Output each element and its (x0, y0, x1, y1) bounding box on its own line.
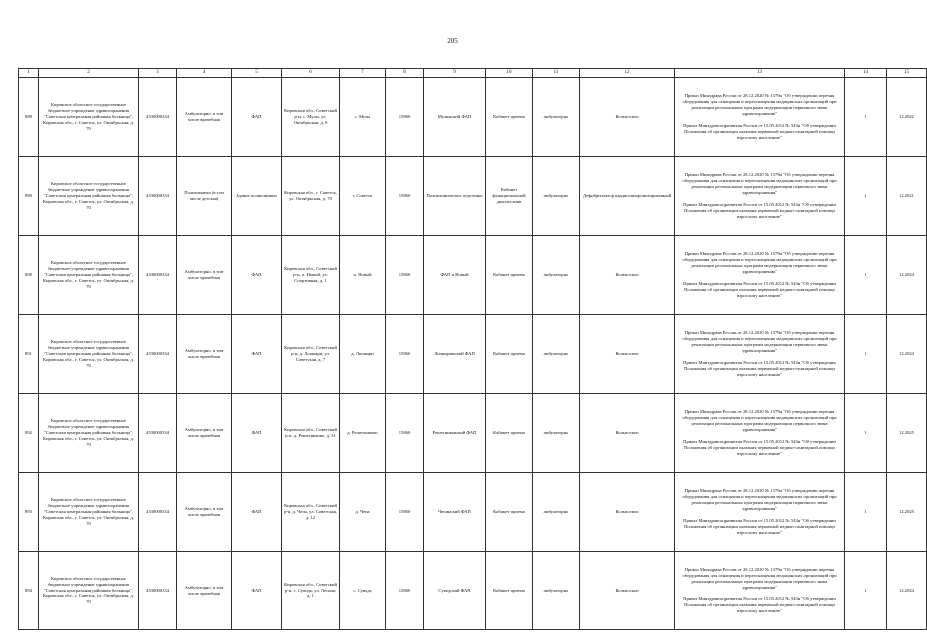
locality-cell: д. Лошкари (340, 315, 386, 394)
column-header: 9 (424, 69, 486, 78)
regulation-order-2: Приказ Минздравсоцразвития России от 15.05.2012 № 543н "Об утверждении Положения об организации оказания первичной медико-санитарной помощи взрослому населению" (683, 359, 836, 377)
care-condition-cell: Амбулаторно, в том числе врачебная (177, 78, 232, 157)
organization-cell: Кировское областное государственное бюджетное учреждение здравоохранения "Советская центральная районная больница", Кировская обл., г. Советск, ул. Октябрьская, д. 70 (39, 552, 139, 630)
column-header: 3 (139, 69, 177, 78)
condition-cell: амбулаторно (533, 394, 580, 473)
table-row (19, 315, 927, 394)
facility-type-cell: ФАП (232, 394, 282, 473)
date-cell: 12.2024 (887, 315, 927, 394)
locality-cell: д. Чепа (340, 473, 386, 552)
quantity-cell: 1 (845, 552, 887, 630)
condition-cell: амбулаторно (533, 473, 580, 552)
facility-type-cell: Здание поликлиники (232, 157, 282, 236)
regulation-order-1: Приказ Минздрава России от 28.12.2020 № 1379н "Об утверждении перечня оборудования для оснащения и переоснащения медицинских организаций при реализации региональных программ модернизации первичного звена здравоохранения" (682, 251, 837, 275)
room-cell: Кабинет приема (486, 394, 533, 473)
table-row (19, 236, 927, 315)
organization-cell: Кировское областное государственное бюджетное учреждение здравоохранения "Советская центральная районная больница", Кировская обл., г. Советск, ул. Октябрьская, д. 70 (39, 315, 139, 394)
table-row (19, 552, 927, 630)
care-condition-cell: Амбулаторно, в том числе врачебная (177, 552, 232, 630)
column-header: 15 (887, 69, 927, 78)
regulation-order-2: Приказ Минздравсоцразвития России от 15.05.2012 № 543н "Об утверждении Положения об организации оказания первичной медико-санитарной помощи взрослому населению" (683, 280, 836, 298)
row-number-cell: 891 (19, 315, 39, 394)
unit-name-cell: Поликлиническое отделение (424, 157, 486, 236)
code-cell: 15860 (386, 394, 424, 473)
regulation-order-1: Приказ Минздрава России от 28.12.2020 № 1379н "Об утверждении перечня оборудования для оснащения и переоснащения медицинских организаций при реализации региональных программ модернизации первичного звена здравоохранения" (682, 488, 837, 512)
column-header: 1 (19, 69, 39, 78)
date-cell: 12.2025 (887, 394, 927, 473)
condition-cell: амбулаторно (533, 78, 580, 157)
unit-name-cell: Чепинский ФАП (424, 473, 486, 552)
quantity-cell: 1 (845, 315, 887, 394)
header-row (19, 69, 927, 78)
room-cell: Кабинет приема (486, 473, 533, 552)
regulation-order-1: Приказ Минздрава России от 28.12.2020 № 1379н "Об утверждении перечня оборудования для оснащения и переоснащения медицинских организаций при реализации региональных программ модернизации первичного звена здравоохранения" (682, 330, 837, 354)
care-condition-cell: Амбулаторно, в том числе врачебная (177, 394, 232, 473)
regulation-order-1: Приказ Минздрава России от 28.12.2020 № 1379н "Об утверждении перечня оборудования для оснащения и переоснащения медицинских организаций при реализации региональных программ модернизации первичного звена здравоохранения" (682, 172, 837, 196)
code-cell: 15860 (386, 315, 424, 394)
column-header: 14 (845, 69, 887, 78)
unit-name-cell: Суводский ФАП (424, 552, 486, 630)
table-row (19, 157, 927, 236)
condition-cell: амбулаторно (533, 236, 580, 315)
facility-type-cell: ФАП (232, 552, 282, 630)
code-cell: 15860 (386, 236, 424, 315)
room-cell: Кабинет приема (486, 315, 533, 394)
row-number-cell: 893 (19, 473, 39, 552)
inn-cell: 4330000334 (139, 78, 177, 157)
equipment-cell: Кольпоскоп (580, 78, 675, 157)
care-condition-cell: Амбулаторно, в том числе врачебная (177, 236, 232, 315)
date-cell: 12.2024 (887, 236, 927, 315)
quantity-cell: 1 (845, 473, 887, 552)
quantity-cell: 1 (845, 394, 887, 473)
regulation-order-2: Приказ Минздравсоцразвития России от 15.05.2012 № 543н "Об утверждении Положения об организации оказания первичной медико-санитарной помощи взрослому населению" (683, 596, 836, 614)
unit-name-cell: ФАП п.Новый (424, 236, 486, 315)
regulation-order-1: Приказ Минздрава России от 28.12.2020 № 1379н "Об утверждении перечня оборудования для оснащения и переоснащения медицинских организаций при реализации региональных программ модернизации первичного звена здравоохранения" (682, 409, 837, 433)
column-header: 2 (39, 69, 139, 78)
room-cell: Кабинет приема (486, 78, 533, 157)
regulation-cell (675, 157, 845, 236)
unit-name-cell: Мулинский ФАП (424, 78, 486, 157)
inn-cell: 4330000334 (139, 473, 177, 552)
room-cell: Кабинет функциональной диагностики (486, 157, 533, 236)
unit-name-cell: Решетниковский ФАП (424, 394, 486, 473)
condition-cell: амбулаторно (533, 552, 580, 630)
address-cell: Кировская обл., Советский р-н, д. Чепа, ул. Советская, д. 12 (282, 473, 340, 552)
regulation-cell (675, 552, 845, 630)
row-number-cell: 894 (19, 552, 39, 630)
care-condition-cell: Поликлиника (в том числе детская) (177, 157, 232, 236)
regulation-cell (675, 394, 845, 473)
inn-cell: 4330000334 (139, 552, 177, 630)
equipment-table (18, 68, 927, 630)
column-header: 7 (340, 69, 386, 78)
condition-cell: амбулаторно (533, 315, 580, 394)
equipment-cell: Кольпоскоп (580, 552, 675, 630)
organization-cell: Кировское областное государственное бюджетное учреждение здравоохранения "Советская центральная районная больница", Кировская обл., г. Советск, ул. Октябрьская, д. 70 (39, 394, 139, 473)
facility-type-cell: ФАП (232, 236, 282, 315)
equipment-cell: Кольпоскоп (580, 315, 675, 394)
address-cell: Кировская обл., г. Советск, ул. Октябрьская, д. 70 (282, 157, 340, 236)
column-header: 12 (580, 69, 675, 78)
row-number-cell: 892 (19, 394, 39, 473)
address-cell: Кировская обл., Советский р-н, д. Лошкари, ул. Советская, д. 7 (282, 315, 340, 394)
locality-cell: п. Новый (340, 236, 386, 315)
equipment-cell: Дефибриллятор кардиосинхронизированный (580, 157, 675, 236)
equipment-cell: Кольпоскоп (580, 236, 675, 315)
quantity-cell: 1 (845, 236, 887, 315)
date-cell: 12.2022 (887, 78, 927, 157)
regulation-order-1: Приказ Минздрава России от 28.12.2020 № 1379н "Об утверждении перечня оборудования для оснащения и переоснащения медицинских организаций при реализации региональных программ модернизации первичного звена здравоохранения" (682, 566, 837, 590)
organization-cell: Кировское областное государственное бюджетное учреждение здравоохранения "Советская центральная районная больница", Кировская обл., г. Советск, ул. Октябрьская, д. 70 (39, 473, 139, 552)
address-cell: Кировская обл., Советский р-н, с. Суводь, ул. Лесная, д. 1 (282, 552, 340, 630)
regulation-order-2: Приказ Минздравсоцразвития России от 15.05.2012 № 543н "Об утверждении Положения об организации оказания первичной медико-санитарной помощи взрослому населению" (683, 438, 836, 456)
column-header: 8 (386, 69, 424, 78)
inn-cell: 4330000334 (139, 394, 177, 473)
code-cell: 15860 (386, 473, 424, 552)
organization-cell: Кировское областное государственное бюджетное учреждение здравоохранения "Советская центральная районная больница", Кировская обл., г. Советск, ул. Октябрьская, д. 70 (39, 236, 139, 315)
equipment-cell: Кольпоскоп (580, 473, 675, 552)
regulation-order-2: Приказ Минздравсоцразвития России от 15.05.2012 № 543н "Об утверждении Положения об организации оказания первичной медико-санитарной помощи взрослому населению" (683, 201, 836, 219)
regulation-order-1: Приказ Минздрава России от 28.12.2020 № 1379н "Об утверждении перечня оборудования для оснащения и переоснащения медицинских организаций при реализации региональных программ модернизации первичного звена здравоохранения" (682, 93, 837, 117)
equipment-cell: Кольпоскоп (580, 394, 675, 473)
page-number: 205 (447, 37, 458, 45)
locality-cell: д. Решетниково (340, 394, 386, 473)
table-row (19, 394, 927, 473)
quantity-cell: 1 (845, 157, 887, 236)
column-header: 6 (282, 69, 340, 78)
inn-cell: 4330000334 (139, 157, 177, 236)
code-cell: 15860 (386, 157, 424, 236)
table-body (19, 78, 927, 630)
inn-cell: 4330000334 (139, 315, 177, 394)
column-header: 5 (232, 69, 282, 78)
row-number-cell: 889 (19, 157, 39, 236)
locality-cell: с. Мулы (340, 78, 386, 157)
facility-type-cell: ФАП (232, 473, 282, 552)
locality-cell: с. Суводь (340, 552, 386, 630)
care-condition-cell: Амбулаторно, в том числе врачебная (177, 315, 232, 394)
quantity-cell: 1 (845, 78, 887, 157)
row-number-cell: 890 (19, 236, 39, 315)
date-cell: 12.2021 (887, 157, 927, 236)
regulation-cell (675, 78, 845, 157)
table-row (19, 78, 927, 157)
unit-name-cell: Лошкаринский ФАП (424, 315, 486, 394)
regulation-order-2: Приказ Минздравсоцразвития России от 15.05.2012 № 543н "Об утверждении Положения об организации оказания первичной медико-санитарной помощи взрослому населению" (683, 122, 836, 140)
regulation-cell (675, 236, 845, 315)
code-cell: 15860 (386, 552, 424, 630)
column-header: 11 (533, 69, 580, 78)
date-cell: 12.2025 (887, 473, 927, 552)
organization-cell: Кировское областное государственное бюджетное учреждение здравоохранения "Советская центральная районная больница", Кировская обл., г. Советск, ул. Октябрьская, д. 70 (39, 78, 139, 157)
locality-cell: г. Советск (340, 157, 386, 236)
facility-type-cell: ФАП (232, 315, 282, 394)
code-cell: 15860 (386, 78, 424, 157)
regulation-cell (675, 473, 845, 552)
date-cell: 12.2024 (887, 552, 927, 630)
column-header: 10 (486, 69, 533, 78)
column-header: 4 (177, 69, 232, 78)
room-cell: Кабинет приема (486, 552, 533, 630)
column-header: 13 (675, 69, 845, 78)
facility-type-cell: ФАП (232, 78, 282, 157)
room-cell: Кабинет приема (486, 236, 533, 315)
inn-cell: 4330000334 (139, 236, 177, 315)
row-number-cell: 888 (19, 78, 39, 157)
regulation-order-2: Приказ Минздравсоцразвития России от 15.05.2012 № 543н "Об утверждении Положения об организации оказания первичной медико-санитарной помощи взрослому населению" (683, 517, 836, 535)
organization-cell: Кировское областное государственное бюджетное учреждение здравоохранения "Советская центральная районная больница", Кировская обл., г. Советск, ул. Октябрьская, д. 70 (39, 157, 139, 236)
regulation-cell (675, 315, 845, 394)
address-cell: Кировская обл., Советский р-н, п. Новый, ул. Спортивная, д. 1 (282, 236, 340, 315)
address-cell: Кировская обл., Советский р-н, с. Мулы, ул. Октябрьская, д. 8 (282, 78, 340, 157)
condition-cell: амбулаторно (533, 157, 580, 236)
table-row (19, 473, 927, 552)
address-cell: Кировская обл., Советский р-н, д. Решетниково, д. 31 (282, 394, 340, 473)
care-condition-cell: Амбулаторно, в том числе врачебная (177, 473, 232, 552)
